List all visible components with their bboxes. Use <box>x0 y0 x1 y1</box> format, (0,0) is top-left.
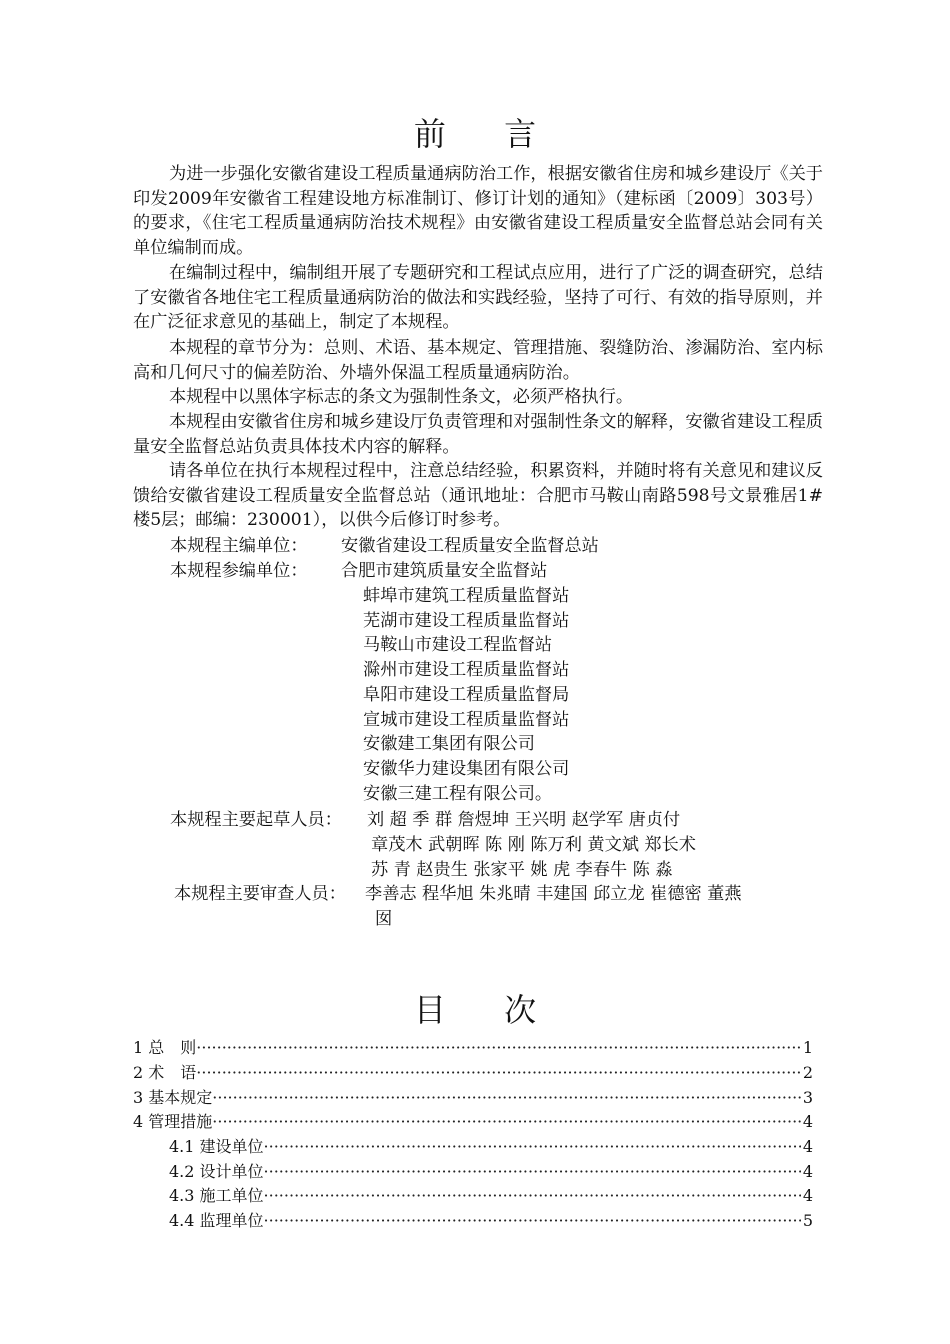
toc-entry-label: 4.2 设计单位 <box>169 1162 264 1181</box>
toc-entry-page: 4 <box>802 1137 813 1156</box>
reviewers-label: 本规程主要审查人员： <box>174 884 346 904</box>
toc-entry[interactable] <box>169 1209 813 1233</box>
participating-unit: 芜湖市建设工程质量监督站 <box>363 611 570 631</box>
participating-unit: 滁州市建设工程质量监督站 <box>363 660 570 680</box>
toc-leader-dots <box>264 1135 801 1159</box>
toc-entry-label: 4.1 建设单位 <box>169 1137 264 1156</box>
toc-entry[interactable] <box>169 1160 813 1184</box>
toc-entry[interactable] <box>169 1135 813 1159</box>
preface-paragraph-5: 本规程由安徽省住房和城乡建设厅负责管理和对强制性条文的解释，安徽省建设工程质量安全监督总站负责具体技术内容的解释。 <box>133 412 823 457</box>
preface-title: 前 言 <box>413 115 561 153</box>
toc-entry[interactable] <box>133 1036 813 1060</box>
reviewers-line: 李善志 程华旭 朱兆晴 丰建国 邱立龙 崔德密 董燕 <box>365 884 742 904</box>
participating-unit: 安徽建工集团有限公司 <box>363 734 535 754</box>
toc-entry-label: 4.4 监理单位 <box>169 1211 264 1230</box>
participating-unit: 宣城市建设工程质量监督站 <box>363 710 570 730</box>
toc-entry[interactable] <box>169 1184 813 1208</box>
participating-unit: 安徽三建工程有限公司。 <box>363 784 553 804</box>
participating-unit: 蚌埠市建筑工程质量监督站 <box>363 586 570 606</box>
participating-unit: 马鞍山市建设工程监督站 <box>363 635 553 655</box>
toc-entry-label: 3 基本规定 <box>133 1088 213 1107</box>
toc-entry-label: 4 管理措施 <box>133 1112 213 1131</box>
toc-leader-dots <box>264 1209 801 1233</box>
toc-entry[interactable] <box>133 1086 813 1110</box>
drafters-label: 本规程主要起草人员： <box>170 810 342 830</box>
drafters-line: 苏 青 赵贵生 张家平 姚 虎 李春牛 陈 淼 <box>371 860 673 880</box>
preface-paragraph-6: 请各单位在执行本规程过程中，注意总结经验，积累资料，并随时将有关意见和建议反馈给安徽省建设工程质量安全监督总站（通讯地址：合肥市马鞍山南路598号文景雅居1#楼5层；邮编：230001），以供今后修订时参考。 <box>133 461 823 531</box>
toc-leader-dots <box>196 1061 801 1085</box>
reviewers-line: 囡 <box>375 909 393 929</box>
toc-entry[interactable] <box>133 1061 813 1085</box>
toc-leader-dots <box>264 1184 801 1208</box>
toc-entry-label: 4.3 施工单位 <box>169 1186 264 1205</box>
chief-unit-label: 本规程主编单位： <box>170 536 308 556</box>
toc-entry-label: 2 术 语 <box>133 1063 197 1082</box>
preface-paragraph-2: 在编制过程中，编制组开展了专题研究和工程试点应用，进行了广泛的调查研究，总结了安徽省各地住宅工程质量通病防治的做法和实践经验，坚持了可行、有效的指导原则，并在广泛征求意见的基础上，制定了本规程。 <box>133 263 823 333</box>
participating-unit: 合肥市建筑质量安全监督站 <box>341 561 548 581</box>
toc-leader-dots <box>196 1036 801 1060</box>
preface-paragraph-1: 为进一步强化安徽省建设工程质量通病防治工作，根据安徽省住房和城乡建设厅《关于印发2009年安徽省工程建设地方标准制订、修订计划的通知》（建标函〔2009〕303号）的要求，《住宅工程质量通病防治技术规程》由安徽省建设工程质量安全监督总站会同有关单位编制而成。 <box>133 164 823 258</box>
toc-leader-dots <box>264 1160 801 1184</box>
toc-entry-label: 1 总 则 <box>133 1038 197 1057</box>
toc-leader-dots <box>212 1086 801 1110</box>
preface-paragraph-4: 本规程中以黑体字标志的条文为强制性条文，必须严格执行。 <box>169 387 634 407</box>
toc-entry-page: 4 <box>802 1186 813 1205</box>
participating-unit: 阜阳市建设工程质量监督局 <box>363 685 570 705</box>
toc-entry-page: 5 <box>802 1211 813 1230</box>
toc-entry-page: 1 <box>802 1038 813 1057</box>
participating-unit: 安徽华力建设集团有限公司 <box>363 759 570 779</box>
drafters-line: 章茂木 武朝晖 陈 刚 陈万利 黄文斌 郑长术 <box>371 835 696 855</box>
toc-title: 目 次 <box>413 991 561 1029</box>
toc-entry-page: 4 <box>802 1112 813 1131</box>
drafters-line: 刘 超 季 群 詹煜坤 王兴明 赵学军 唐贞付 <box>367 810 681 830</box>
toc-entry[interactable] <box>133 1110 813 1134</box>
toc-entry-page: 3 <box>802 1088 813 1107</box>
participating-units-label: 本规程参编单位： <box>170 561 308 581</box>
chief-unit: 安徽省建设工程质量安全监督总站 <box>341 536 599 556</box>
toc-leader-dots <box>212 1110 801 1134</box>
toc-entry-page: 2 <box>802 1063 813 1082</box>
toc-entry-page: 4 <box>802 1162 813 1181</box>
preface-paragraph-3: 本规程的章节分为：总则、术语、基本规定、管理措施、裂缝防治、渗漏防治、室内标高和几何尺寸的偏差防治、外墙外保温工程质量通病防治。 <box>133 338 823 383</box>
